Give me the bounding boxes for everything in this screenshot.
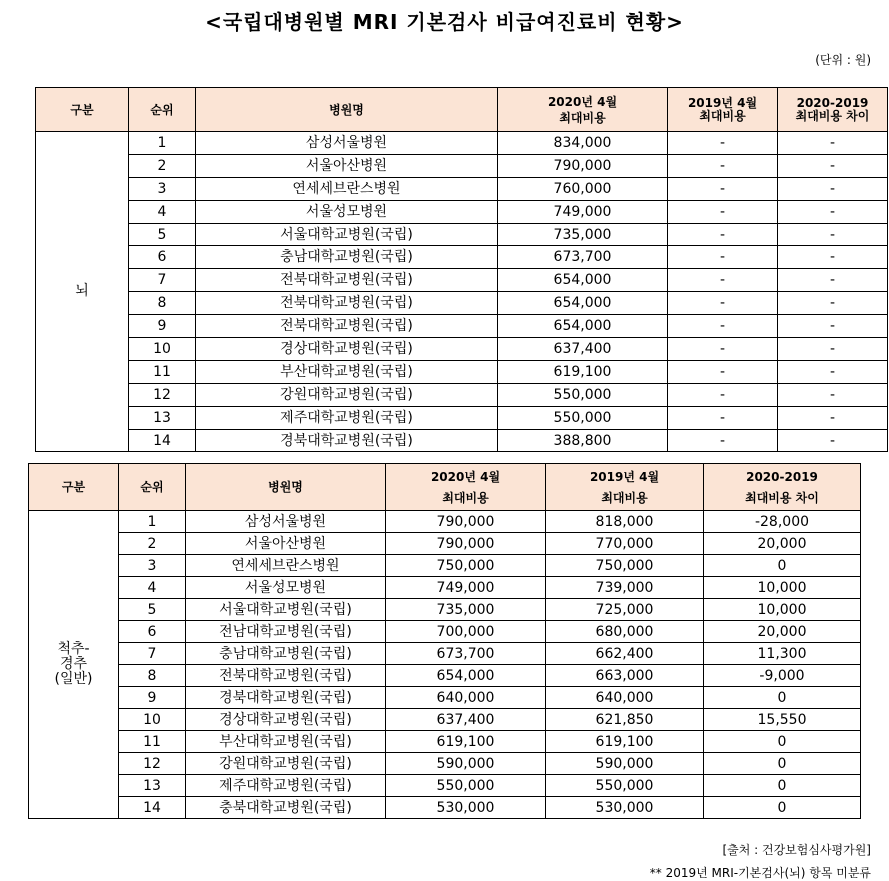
cost-2019-cell: - <box>668 338 778 361</box>
hospital-cell: 서울성모병원 <box>186 577 386 599</box>
hospital-cell: 경상대학교병원(국립) <box>186 709 386 731</box>
cost-2020-cell: 619,100 <box>498 360 668 383</box>
cost-2020-cell: 750,000 <box>386 555 546 577</box>
category-cell <box>29 511 119 819</box>
table-row <box>29 511 861 533</box>
header-rank: 순위 <box>129 88 196 132</box>
diff-cell: - <box>778 132 888 155</box>
table-row <box>29 753 861 775</box>
header-cost-2020: 2020년 4월 최대비용 <box>386 464 546 511</box>
cost-2019-cell: 818,000 <box>546 511 704 533</box>
table-row <box>29 533 861 555</box>
cost-2020-cell: 654,000 <box>498 292 668 315</box>
rank-cell: 9 <box>119 687 186 709</box>
hospital-cell: 충북대학교병원(국립) <box>186 797 386 819</box>
footnote: ** 2019년 MRI-기본검사(뇌) 항목 미분류 <box>649 866 871 880</box>
cost-2019-cell: 662,400 <box>546 643 704 665</box>
table-row <box>36 315 888 338</box>
hospital-cell: 충남대학교병원(국립) <box>186 643 386 665</box>
diff-cell: - <box>778 269 888 292</box>
diff-cell: 11,300 <box>704 643 861 665</box>
hospital-cell: 전북대학교병원(국립) <box>196 315 498 338</box>
hospital-cell: 제주대학교병원(국립) <box>186 775 386 797</box>
hospital-cell: 서울대학교병원(국립) <box>196 223 498 246</box>
rank-cell: 3 <box>119 555 186 577</box>
diff-cell: - <box>778 338 888 361</box>
table-row <box>29 731 861 753</box>
rank-cell: 13 <box>129 406 196 429</box>
cost-2019-cell: - <box>668 292 778 315</box>
cost-2019-cell: 550,000 <box>546 775 704 797</box>
table-row <box>29 709 861 731</box>
category-label: 경추 <box>59 656 88 673</box>
header-cost-2019: 2019년 4월 최대비용 <box>546 464 704 511</box>
cost-2020-cell: 637,400 <box>498 338 668 361</box>
diff-cell: 0 <box>704 797 861 819</box>
cost-2019-cell: - <box>668 315 778 338</box>
rank-cell: 9 <box>129 315 196 338</box>
table-row <box>29 555 861 577</box>
diff-cell: - <box>778 223 888 246</box>
cost-2019-cell: - <box>668 154 778 177</box>
diff-cell: 0 <box>704 753 861 775</box>
table-header-row <box>36 88 888 132</box>
cost-2020-cell: 790,000 <box>386 533 546 555</box>
table-row <box>36 223 888 246</box>
cost-2020-cell: 735,000 <box>386 599 546 621</box>
cost-2019-cell: 619,100 <box>546 731 704 753</box>
rank-cell: 8 <box>119 665 186 687</box>
rank-cell: 10 <box>119 709 186 731</box>
diff-cell: - <box>778 246 888 269</box>
diff-cell: - <box>778 200 888 223</box>
table-row <box>29 797 861 819</box>
cost-2020-cell: 673,700 <box>386 643 546 665</box>
diff-cell: - <box>778 154 888 177</box>
cost-2020-cell: 637,400 <box>386 709 546 731</box>
table-row <box>36 200 888 223</box>
rank-cell: 7 <box>119 643 186 665</box>
table-row <box>29 577 861 599</box>
diff-cell: - <box>778 177 888 200</box>
cost-2020-cell: 790,000 <box>386 511 546 533</box>
cost-2019-cell: 725,000 <box>546 599 704 621</box>
hospital-cell: 부산대학교병원(국립) <box>196 360 498 383</box>
cost-2020-cell: 654,000 <box>386 665 546 687</box>
cost-2019-cell: 770,000 <box>546 533 704 555</box>
table-row <box>36 269 888 292</box>
cost-2019-cell: 640,000 <box>546 687 704 709</box>
hospital-cell: 삼성서울병원 <box>196 132 498 155</box>
cost-2020-cell: 640,000 <box>386 687 546 709</box>
rank-cell: 2 <box>129 154 196 177</box>
cost-2019-cell: 530,000 <box>546 797 704 819</box>
cost-2020-cell: 654,000 <box>498 315 668 338</box>
table-row <box>36 246 888 269</box>
diff-cell: 0 <box>704 731 861 753</box>
unit-label: (단위 : 원) <box>815 53 871 67</box>
table-row <box>36 338 888 361</box>
rank-cell: 11 <box>129 360 196 383</box>
rank-cell: 10 <box>129 338 196 361</box>
cost-2019-cell: 680,000 <box>546 621 704 643</box>
hospital-cell: 충남대학교병원(국립) <box>196 246 498 269</box>
table-row <box>29 687 861 709</box>
header-cost-2020: 2020년 4월 최대비용 <box>498 88 668 132</box>
table-row <box>36 177 888 200</box>
hospital-cell: 연세세브란스병원 <box>196 177 498 200</box>
hospital-cell: 서울아산병원 <box>186 533 386 555</box>
diff-cell: -9,000 <box>704 665 861 687</box>
diff-cell: 0 <box>704 687 861 709</box>
header-category: 구분 <box>36 88 129 132</box>
diff-cell: 10,000 <box>704 599 861 621</box>
table-row <box>29 621 861 643</box>
category-cell <box>36 132 129 452</box>
rank-cell: 5 <box>119 599 186 621</box>
rank-cell: 6 <box>119 621 186 643</box>
cost-2020-cell: 700,000 <box>386 621 546 643</box>
cost-2020-cell: 590,000 <box>386 753 546 775</box>
diff-cell: 20,000 <box>704 621 861 643</box>
table-row <box>36 383 888 406</box>
cost-2020-cell: 550,000 <box>498 383 668 406</box>
cost-2020-cell: 550,000 <box>386 775 546 797</box>
diff-cell: - <box>778 360 888 383</box>
header-rank: 순위 <box>119 464 186 511</box>
header-hospital: 병원명 <box>186 464 386 511</box>
rank-cell: 4 <box>119 577 186 599</box>
table-row <box>36 360 888 383</box>
cost-2019-cell: - <box>668 177 778 200</box>
table-row <box>36 429 888 452</box>
cost-2020-cell: 834,000 <box>498 132 668 155</box>
category-label: (일반) <box>54 670 93 687</box>
cost-2019-cell: 663,000 <box>546 665 704 687</box>
cost-2020-cell: 790,000 <box>498 154 668 177</box>
diff-cell: 20,000 <box>704 533 861 555</box>
table-row <box>29 665 861 687</box>
hospital-cell: 경북대학교병원(국립) <box>196 429 498 452</box>
hospital-cell: 부산대학교병원(국립) <box>186 731 386 753</box>
hospital-cell: 전북대학교병원(국립) <box>186 665 386 687</box>
diff-cell: 0 <box>704 775 861 797</box>
table-row <box>36 292 888 315</box>
spine-mri-table <box>28 463 861 819</box>
hospital-cell: 서울대학교병원(국립) <box>186 599 386 621</box>
header-hospital: 병원명 <box>196 88 498 132</box>
rank-cell: 13 <box>119 775 186 797</box>
cost-2019-cell: - <box>668 246 778 269</box>
cost-2020-cell: 749,000 <box>386 577 546 599</box>
cost-2019-cell: - <box>668 223 778 246</box>
cost-2020-cell: 673,700 <box>498 246 668 269</box>
header-category: 구분 <box>29 464 119 511</box>
table-row <box>36 132 888 155</box>
cost-2019-cell: 750,000 <box>546 555 704 577</box>
cost-2019-cell: - <box>668 360 778 383</box>
rank-cell: 7 <box>129 269 196 292</box>
hospital-cell: 강원대학교병원(국립) <box>186 753 386 775</box>
table-row <box>36 154 888 177</box>
rank-cell: 14 <box>129 429 196 452</box>
cost-2019-cell: - <box>668 269 778 292</box>
diff-cell: - <box>778 383 888 406</box>
source-note: [출처 : 건강보험심사평가원] <box>722 843 871 857</box>
header-cost-2019: 2019년 4월 최대비용 <box>668 88 778 132</box>
header-diff: 2020-2019 최대비용 차이 <box>778 88 888 132</box>
table-row <box>29 775 861 797</box>
hospital-cell: 전북대학교병원(국립) <box>196 292 498 315</box>
rank-cell: 8 <box>129 292 196 315</box>
cost-2019-cell: - <box>668 429 778 452</box>
rank-cell: 1 <box>119 511 186 533</box>
cost-2020-cell: 760,000 <box>498 177 668 200</box>
cost-2019-cell: 621,850 <box>546 709 704 731</box>
hospital-cell: 전북대학교병원(국립) <box>196 269 498 292</box>
page-title: <국립대병원별 MRI 기본검사 비급여진료비 현황> <box>205 10 684 34</box>
rank-cell: 14 <box>119 797 186 819</box>
hospital-cell: 서울성모병원 <box>196 200 498 223</box>
hospital-cell: 경북대학교병원(국립) <box>186 687 386 709</box>
rank-cell: 12 <box>129 383 196 406</box>
brain-mri-table <box>35 87 888 452</box>
diff-cell: - <box>778 292 888 315</box>
table-row <box>29 643 861 665</box>
cost-2019-cell: - <box>668 406 778 429</box>
cost-2020-cell: 530,000 <box>386 797 546 819</box>
rank-cell: 4 <box>129 200 196 223</box>
rank-cell: 2 <box>119 533 186 555</box>
hospital-cell: 서울아산병원 <box>196 154 498 177</box>
cost-2020-cell: 654,000 <box>498 269 668 292</box>
rank-cell: 3 <box>129 177 196 200</box>
hospital-cell: 경상대학교병원(국립) <box>196 338 498 361</box>
diff-cell: - <box>778 429 888 452</box>
cost-2020-cell: 550,000 <box>498 406 668 429</box>
diff-cell: - <box>778 315 888 338</box>
rank-cell: 5 <box>129 223 196 246</box>
table-header-row <box>29 464 861 511</box>
category-label: 척추- <box>57 641 90 658</box>
header-diff: 2020-2019 최대비용 차이 <box>704 464 861 511</box>
cost-2019-cell: 590,000 <box>546 753 704 775</box>
category-label: 뇌 <box>75 283 89 300</box>
table-row <box>29 599 861 621</box>
hospital-cell: 강원대학교병원(국립) <box>196 383 498 406</box>
hospital-cell: 삼성서울병원 <box>186 511 386 533</box>
rank-cell: 6 <box>129 246 196 269</box>
hospital-cell: 제주대학교병원(국립) <box>196 406 498 429</box>
diff-cell: 0 <box>704 555 861 577</box>
cost-2019-cell: - <box>668 383 778 406</box>
rank-cell: 1 <box>129 132 196 155</box>
cost-2020-cell: 619,100 <box>386 731 546 753</box>
cost-2019-cell: 739,000 <box>546 577 704 599</box>
cost-2020-cell: 735,000 <box>498 223 668 246</box>
rank-cell: 11 <box>119 731 186 753</box>
diff-cell: -28,000 <box>704 511 861 533</box>
hospital-cell: 전남대학교병원(국립) <box>186 621 386 643</box>
diff-cell: 15,550 <box>704 709 861 731</box>
cost-2020-cell: 749,000 <box>498 200 668 223</box>
diff-cell: 10,000 <box>704 577 861 599</box>
diff-cell: - <box>778 406 888 429</box>
rank-cell: 12 <box>119 753 186 775</box>
table-row <box>36 406 888 429</box>
hospital-cell: 연세세브란스병원 <box>186 555 386 577</box>
cost-2019-cell: - <box>668 200 778 223</box>
cost-2020-cell: 388,800 <box>498 429 668 452</box>
cost-2019-cell: - <box>668 132 778 155</box>
